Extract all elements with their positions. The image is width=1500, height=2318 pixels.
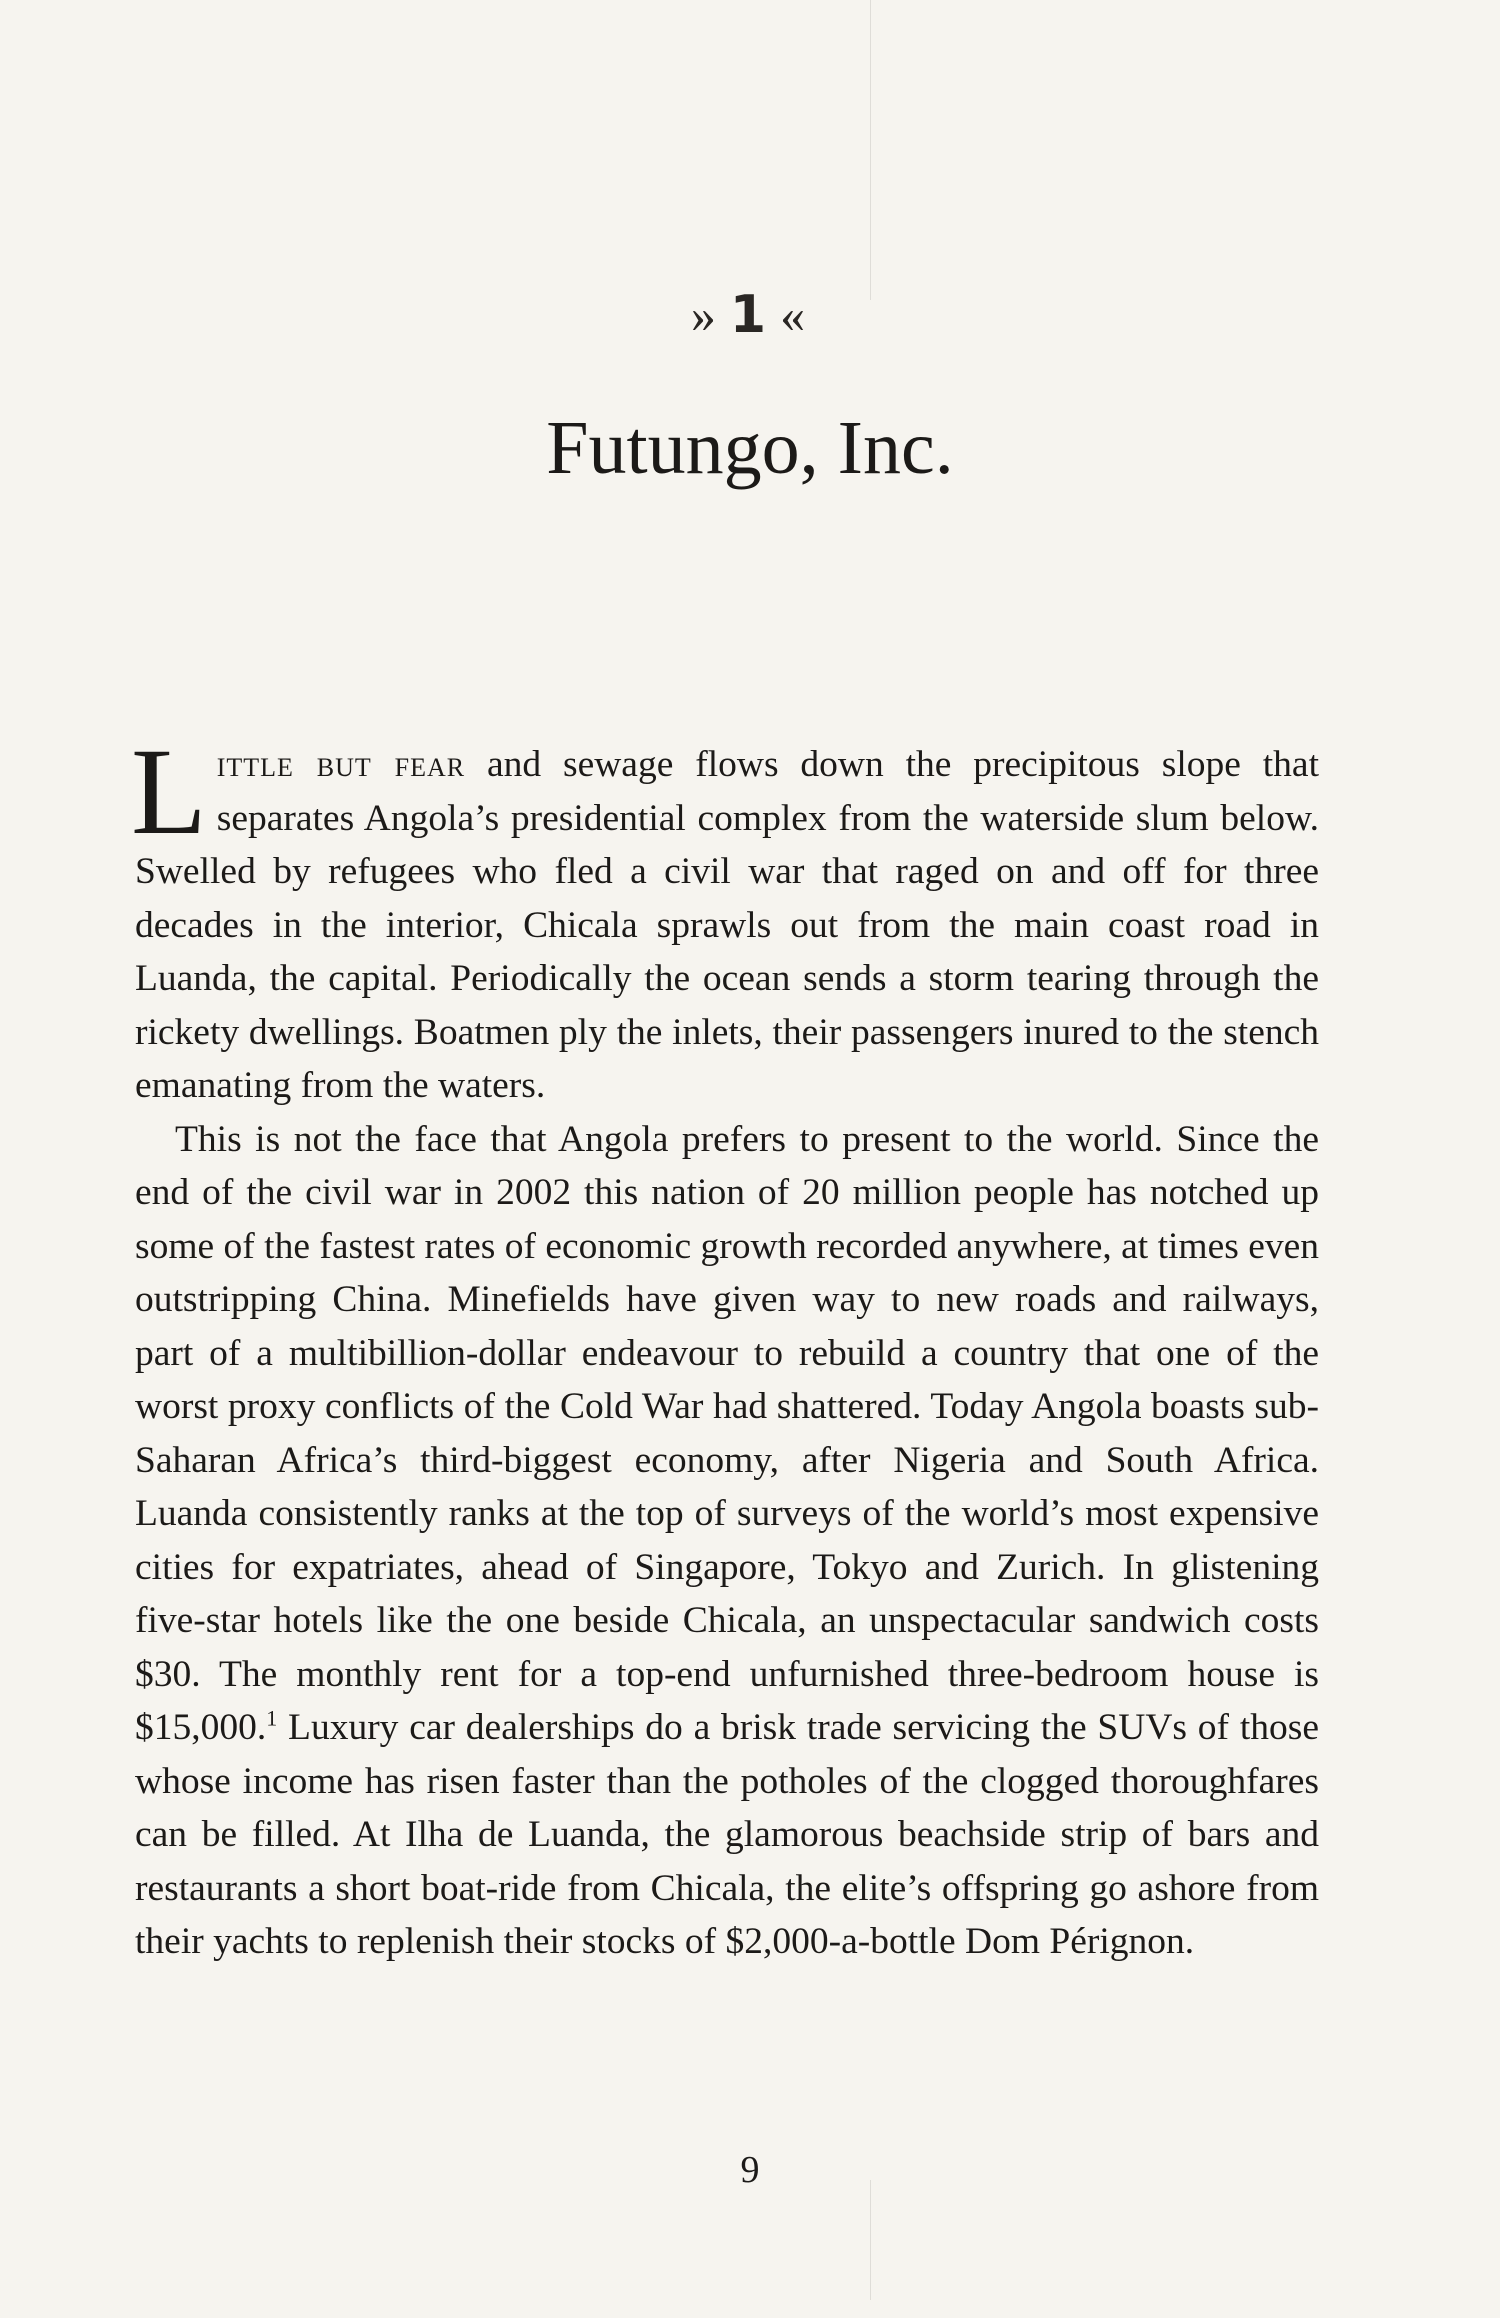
- paragraph-1-text: and sewage flows down the precipitous slope that separates Angola’s presidential complex from the waterside slum below. Swelled by refugees who fled a civil war that raged on and off for three decades in the interior, Chicala sprawls out from the main coast road in Luanda, the capital. Periodically the ocean sends a storm tearing through the rickety dwellings. Boatmen ply the inlets, their passengers inured to the stench emanating from the waters.: [135, 744, 1319, 1106]
- paragraph-2: [135, 1113, 1319, 1969]
- paragraph-2-text-a: This is not the face that Angola prefers to present to the world. Since the end of the civil war in 2002 this nation of 20 million people has notched up some of the fastest rates of economic growth recorded anywhere, at times even outstripping China. Minefields have given way to new roads and railways, part of a multibillion-dollar endeavour to rebuild a country that one of the worst proxy conflicts of the Cold War had shattered. Today Angola boasts sub-Saharan Africa’s third-biggest economy, after Nigeria and South Africa. Luanda consistently ranks at the top of surveys of the world’s most expensive cities for expatriates, ahead of Singapore, Tokyo and Zurich. In glistening five-star hotels like the one beside Chicala, an unspectacular sandwich costs $30. The monthly rent for a top-end unfurnished three-bedroom house is $15,000.: [135, 1118, 1319, 1748]
- chapter-number-marker: [0, 285, 1500, 345]
- chapter-body: [131, 723, 1319, 1969]
- paragraph-2-text-b: Luxury car dealerships do a brisk trade servicing the SUVs of those whose income has risen faster than the potholes of the clogged thoroughfares can be filled. At Ilha de Luanda, the glamorous beachside strip of bars and restaurants a short boat-ride from Chicala, the elite’s offspring go ashore from their yachts to replenish their stocks of $2,000-a-bottle Dom Pérignon.: [135, 1707, 1319, 1962]
- drop-cap: L: [131, 723, 207, 860]
- footnote-reference: 1: [266, 1705, 278, 1731]
- chapter-marker-right: «: [780, 287, 810, 343]
- chapter-title: Futungo, Inc.: [546, 406, 954, 490]
- chapter-number: 1: [729, 285, 771, 345]
- paragraph-1: [131, 723, 1319, 1113]
- scan-artifact-line: [870, 0, 871, 300]
- page-number: 9: [740, 2149, 760, 2191]
- chapter-marker-left: »: [690, 287, 720, 343]
- scan-artifact-line: [870, 2180, 871, 2300]
- small-caps-lead: ittle but fear: [216, 744, 466, 785]
